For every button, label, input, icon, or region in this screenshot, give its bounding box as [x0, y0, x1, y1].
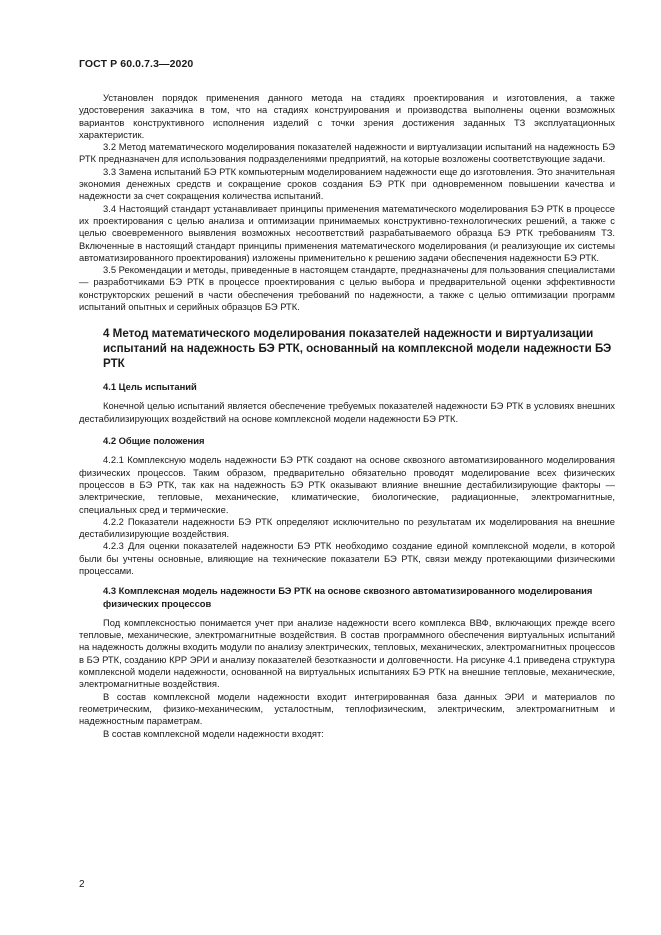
section-4-3-paragraph: В состав комплексной модели надежности входят:	[103, 727, 324, 739]
intro-paragraph: 3.3 Замена испытаний БЭ РТК компьютерным моделированием надежности еще до изготовления. Это значительная экономия денежных средств и сокращение сроков создания БЭ РТК при одновременном повышении качества и надежности за счет сокращения количества испытаний.	[79, 165, 615, 202]
section-4-2-paragraph: 4.2.1 Комплексную модель надежности БЭ РТК создают на основе сквозного автоматизированного моделирования физических процессов. Таким образом, предварительно обязательно проводят моделирование всех физических процессов в БЭ РТК, так как на надежность БЭ РТК оказывают влияние внешние дестабилизирующие факторы — электрические, тепловые, механические, климатические, биологические, радиационные, электромагнитные, специальных сред и термические.	[79, 454, 615, 515]
intro-paragraph: Установлен порядок применения данного метода на стадиях проектирования и изготовления, а также удостоверения заказчика в том, что на стадиях конструирования и производства выполнены оценки возможных вариантов конструктивного исполнения изделий с точки зрения достижения заданных ТЗ эксплуатационных характеристик.	[79, 92, 615, 140]
section-4-title: 4 Метод математического моделирования показателей надежности и виртуализации испытаний на надежность БЭ РТК, основанный на комплексной модели надежности БЭ РТК	[103, 327, 612, 370]
intro-paragraph: 3.4 Настоящий стандарт устанавливает принципы применения математического моделирования БЭ РТК в процессе их проектирования с целью анализа и оптимизации принимаемых конструктивно-технологических решений, а также с целью своевременного выявления возможных несоответствий разрабатываемого образца БЭ РТК требованиям ТЗ. Включенные в настоящий стандарт принципы применения математического моделирования (и реализующие их системы автоматизированного проектирования) изложены применительно к решению задачи обеспечения надежности БЭ РТК.	[79, 202, 615, 263]
intro-paragraph: 3.5 Рекомендации и методы, приведенные в настоящем стандарте, предназначены для пользования специалистами — разработчиками БЭ РТК в процессе проектирования с целью выбора и предварительной оценки эффективности конструкторских решений в части обеспечения требований по надежности, а также с целью оптимизации программ испытаний опытных и серийных образцов БЭ РТК.	[79, 264, 615, 313]
page-content	[79, 92, 615, 740]
section-4-1-title: 4.1 Цель испытаний	[103, 381, 197, 393]
section-4-2-title: 4.2 Общие положения	[103, 435, 205, 447]
intro-paragraph: 3.2 Метод математического моделирования показателей надежности и виртуализации испытаний на надежность БЭ РТК предназначен для использования подразделениями предприятий, на которые возложены соответствующие задачи.	[79, 141, 615, 165]
section-4-3-paragraph: В состав комплексной модели надежности входит интегрированная база данных ЭРИ и материалов по геометрическим, физико-механическим, усталостным, теплофизическим, электрическим, электромагнитным и надежностным параметрам.	[79, 690, 615, 727]
doc-code-header: ГОСТ Р 60.0.7.3—2020	[79, 58, 194, 70]
section-4-3-paragraph: Под комплексностью понимается учет при анализе надежности всего комплекса ВВФ, включающих прежде всего тепловые, механические, электромагнитные воздействия. В состав программного обеспечения виртуальных испытаний на надежность должны входить модули по анализу электрических, тепловых, механических, электромагнитных процессов в БЭ РТК, созданию КРР ЭРИ и анализу показателей безотказности и долговечности. На рисунке 4.1 приведена структура комплексной модели надежности, основанной на виртуальных испытаниях БЭ РТК на внешние тепловые, механические, электромагнитные воздействия.	[79, 616, 615, 690]
page-number: 2	[79, 879, 85, 890]
section-4-3-title: 4.3 Комплексная модель надежности БЭ РТК на основе сквозного автоматизированного моделирования физических процессов	[103, 585, 593, 609]
section-4-1-paragraph: Конечной целью испытаний является обеспечение требуемых показателей надежности БЭ РТК в условиях внешних дестабилизирующих воздействий на основе комплексной модели надежности БЭ РТК.	[79, 400, 615, 424]
section-4-2-paragraph: 4.2.2 Показатели надежности БЭ РТК определяют исключительно по результатам их моделирования на внешние дестабилизирующие воздействия.	[79, 515, 615, 540]
section-4-2-paragraph: 4.2.3 Для оценки показателей надежности БЭ РТК необходимо создание единой комплексной модели, в которой были бы учтены основные, влияющие на технические показатели БЭ РТК, связи между протекающими физическими процессами.	[79, 540, 615, 576]
